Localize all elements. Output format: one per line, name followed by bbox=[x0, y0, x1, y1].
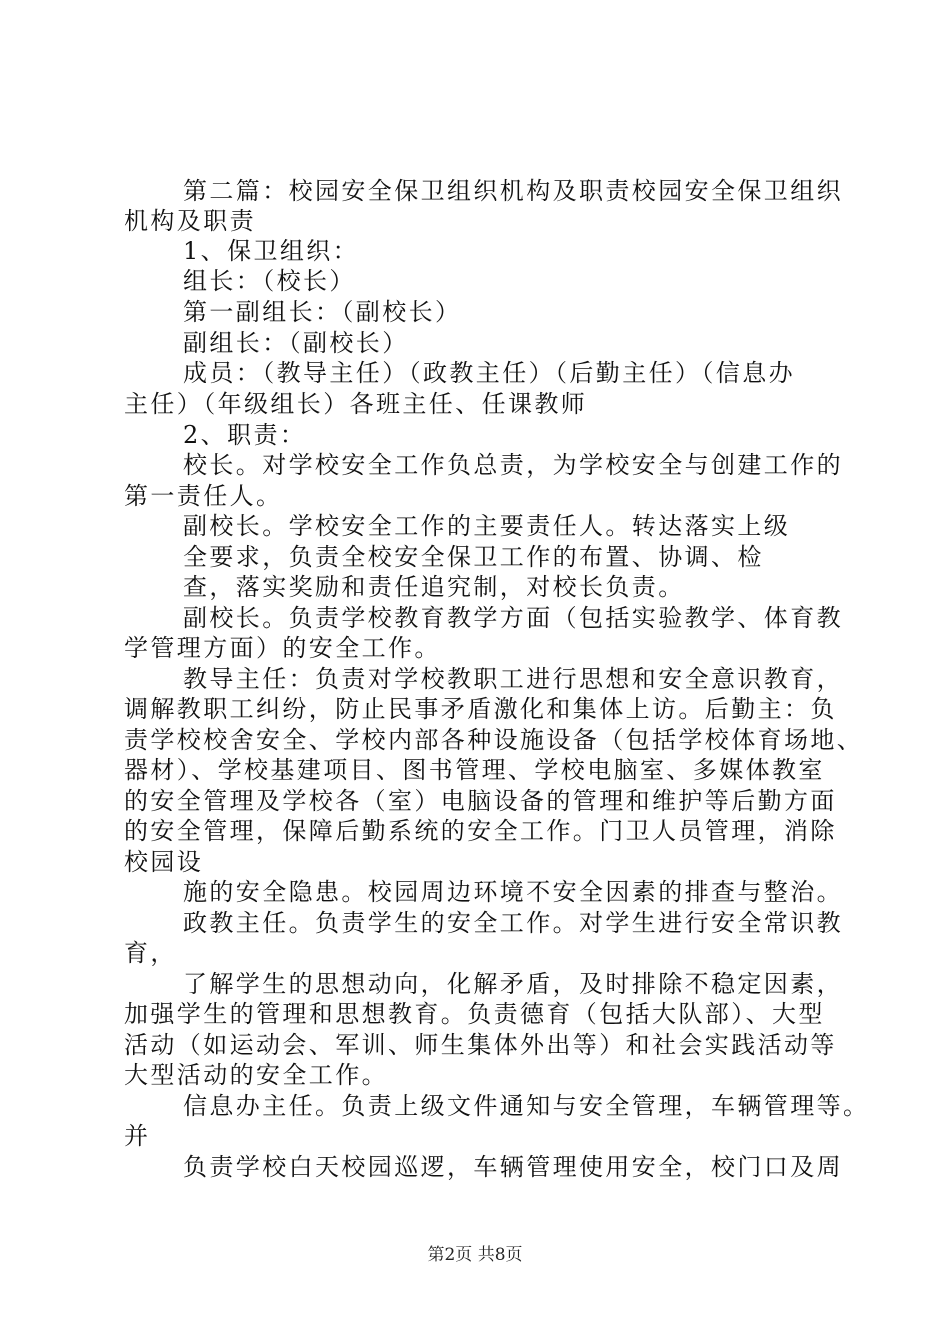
text-line: 了解学生的思想动向，化解矛盾，及时排除不稳定因素， bbox=[183, 970, 843, 998]
text-line: 活动（如运动会、军训、师生集体外出等）和社会实践活动等 bbox=[124, 1031, 837, 1059]
text-line: 查，落实奖励和责任追究制，对校长负责。 bbox=[183, 573, 685, 601]
text-line: 1、保卫组织： bbox=[183, 237, 360, 265]
text-line: 大型活动的安全工作。 bbox=[124, 1061, 388, 1089]
text-line: 成员：（教导主任）（政教主任）（后勤主任）（信息办 bbox=[183, 359, 795, 387]
text-line: 施的安全隐患。校园周边环境不安全因素的排查与整治。 bbox=[183, 878, 843, 906]
text-line: 信息办主任。负责上级文件通知与安全管理，车辆管理等。 bbox=[183, 1092, 870, 1120]
text-line: 副校长。负责学校教育教学方面（包括实验教学、体育教 bbox=[183, 604, 843, 632]
text-line: 第二篇：校园安全保卫组织机构及职责校园安全保卫组织 bbox=[183, 177, 843, 205]
text-line: 的安全管理及学校各（室）电脑设备的管理和维护等后勤方面 bbox=[124, 787, 837, 815]
text-line: 机构及职责 bbox=[124, 207, 256, 235]
text-line: 组长：（校长） bbox=[183, 267, 356, 295]
text-line: 调解教职工纠纷，防止民事矛盾激化和集体上访。后勤主：负 bbox=[124, 695, 837, 723]
text-line: 并 bbox=[124, 1122, 151, 1150]
text-line: 校园设 bbox=[124, 848, 204, 876]
text-line: 学管理方面）的安全工作。 bbox=[124, 634, 441, 662]
text-line: 育， bbox=[124, 939, 177, 967]
text-line: 负责学校白天校园巡逻，车辆管理使用安全，校门口及周 bbox=[183, 1153, 843, 1181]
text-line: 主任）（年级组长）各班主任、任课教师 bbox=[124, 390, 588, 418]
text-line: 器材）、学校基建项目、图书管理、学校电脑室、多媒体教室 bbox=[124, 756, 825, 784]
text-line: 责学校校舍安全、学校内部各种设施设备（包括学校体育场地、 bbox=[124, 726, 864, 754]
page-footer: 第2页 共8页 bbox=[427, 1245, 523, 1265]
text-line: 加强学生的管理和思想教育。负责德育（包括大队部）、大型 bbox=[124, 1000, 825, 1028]
text-line: 第一副组长：（副校长） bbox=[183, 298, 462, 326]
text-line: 副组长：（副校长） bbox=[183, 329, 409, 357]
text-line: 全要求，负责全校安全保卫工作的布置、协调、检 bbox=[183, 543, 764, 571]
text-line: 副校长。学校安全工作的主要责任人。转达落实上级 bbox=[183, 512, 791, 540]
text-line: 教导主任：负责对学校教职工进行思想和安全意识教育， bbox=[183, 665, 843, 693]
text-line: 校长。对学校安全工作负总责，为学校安全与创建工作的 bbox=[183, 451, 843, 479]
text-line: 2、职责： bbox=[183, 421, 307, 449]
text-line: 的安全管理，保障后勤系统的安全工作。门卫人员管理，消除 bbox=[124, 817, 837, 845]
text-line: 政教主任。负责学生的安全工作。对学生进行安全常识教 bbox=[183, 909, 843, 937]
text-line: 第一责任人。 bbox=[124, 482, 283, 510]
